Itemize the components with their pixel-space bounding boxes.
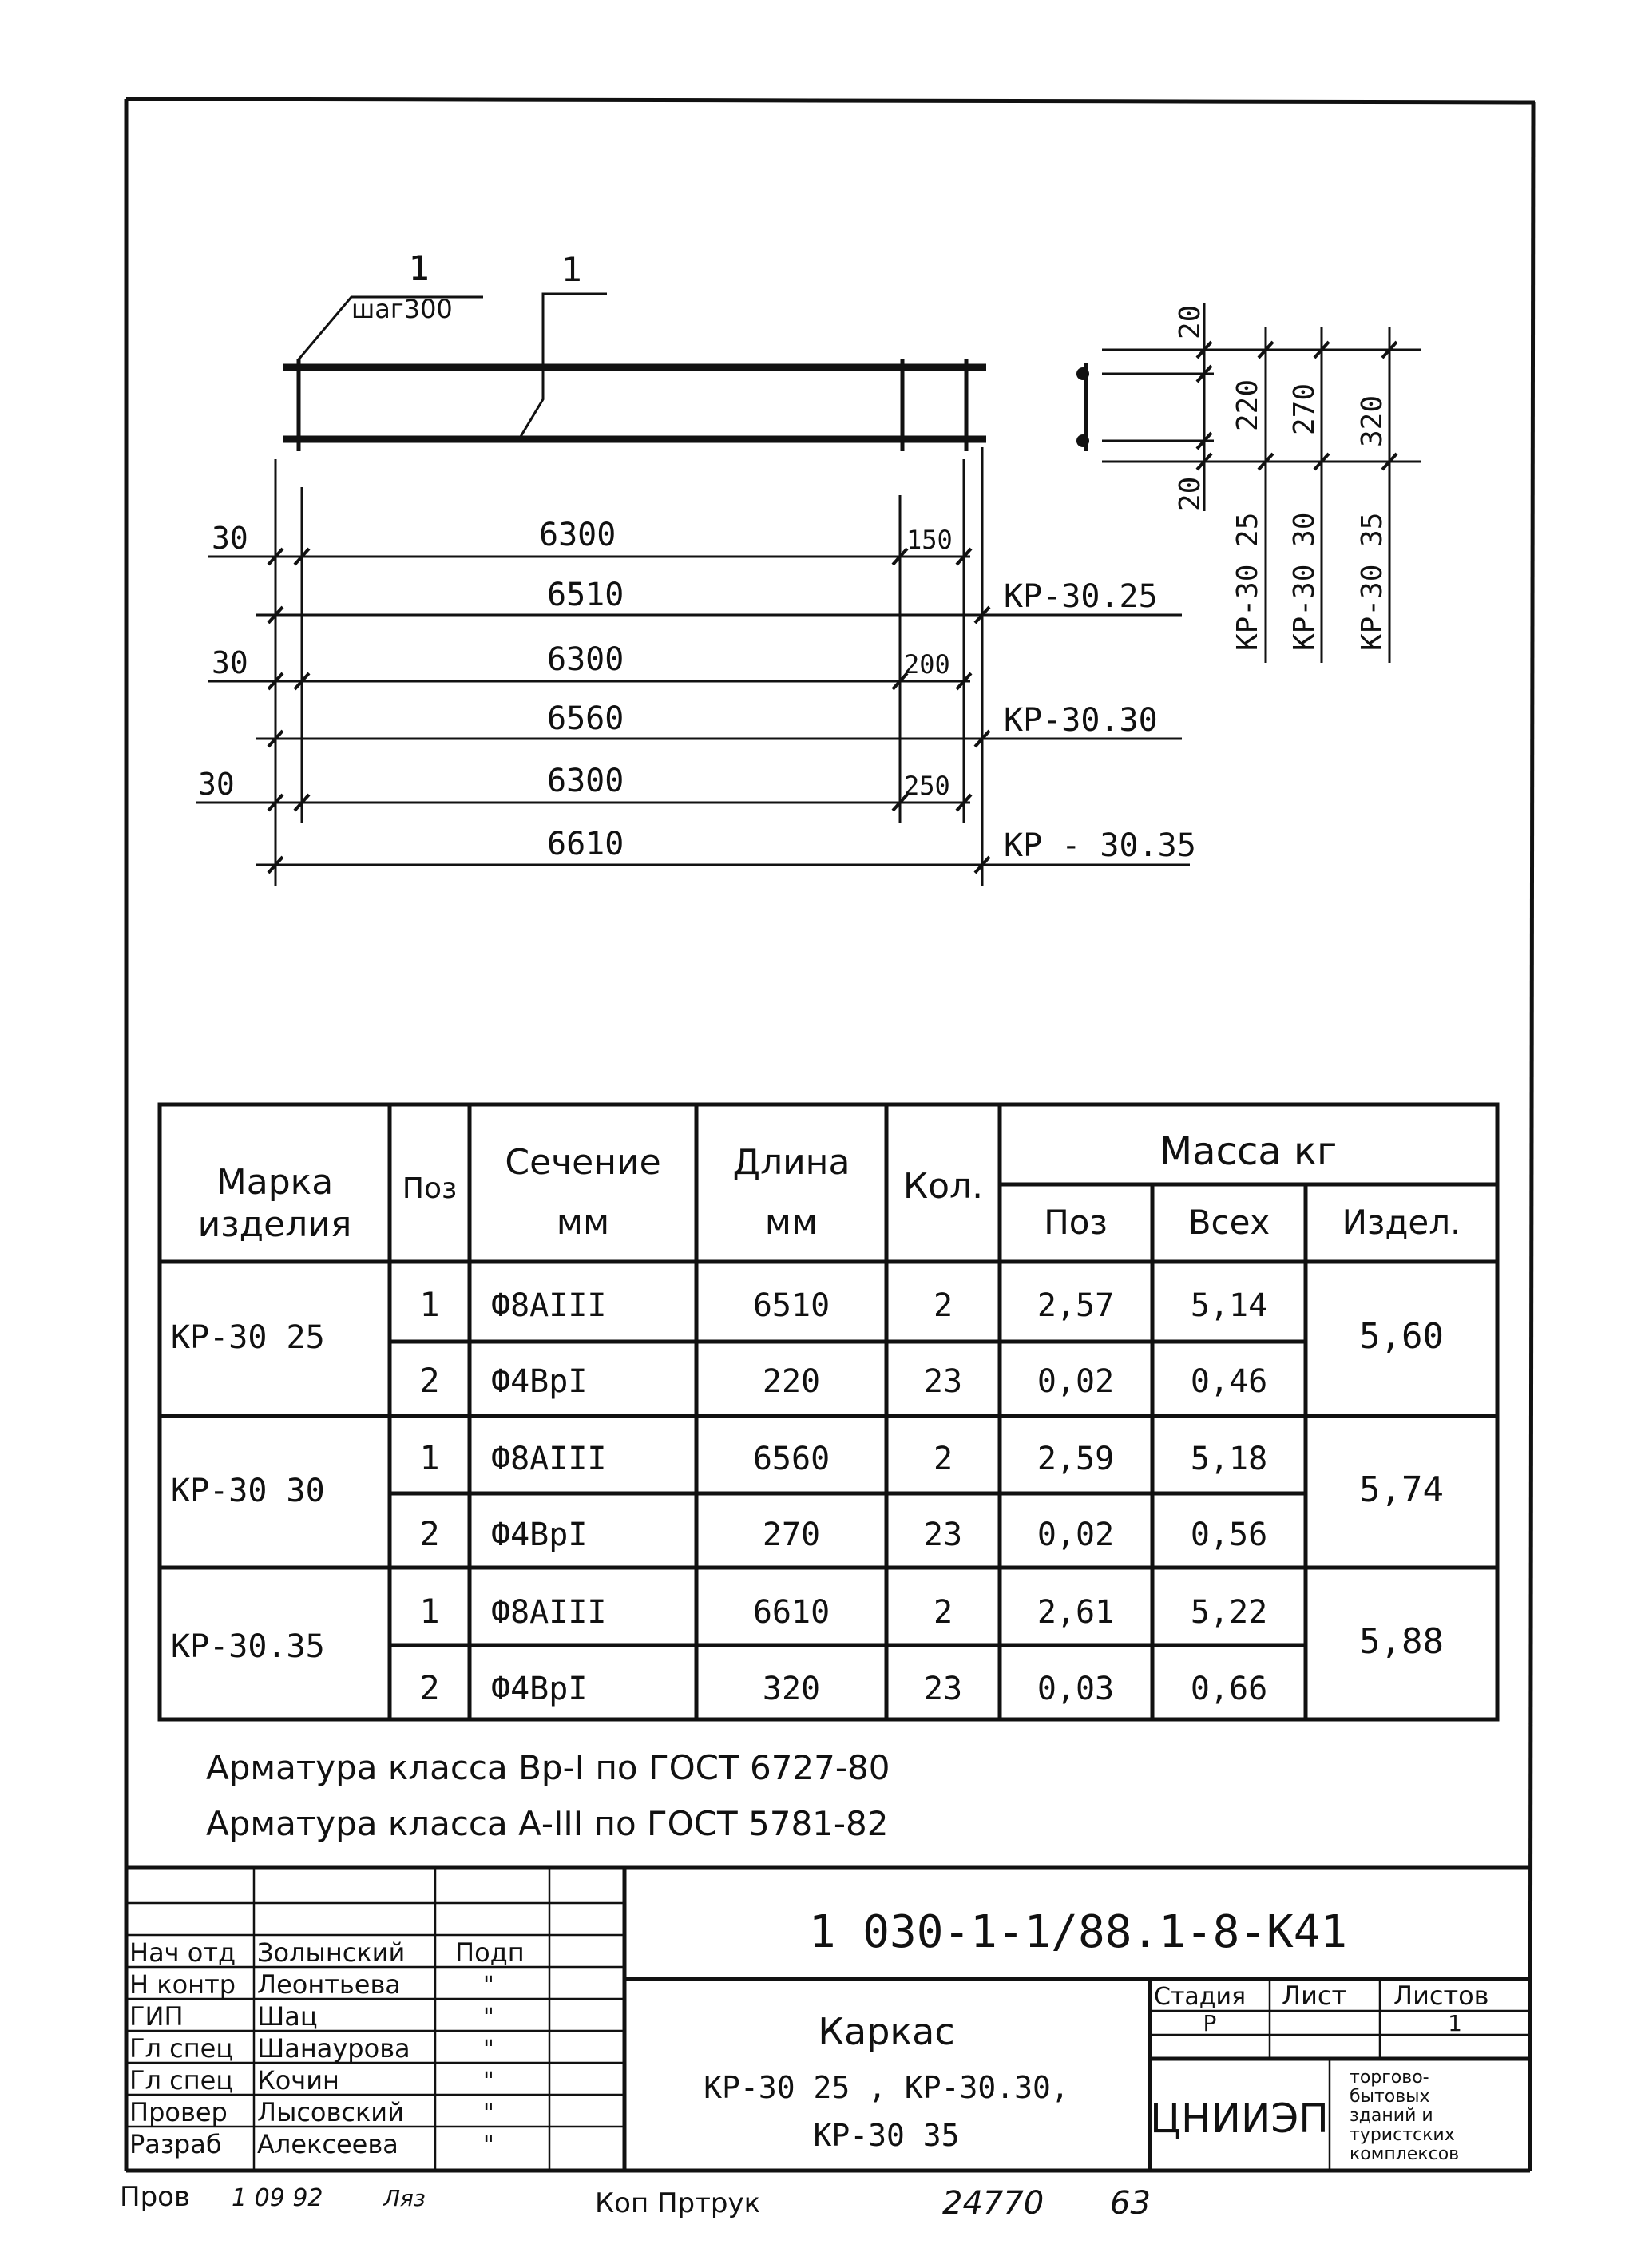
section-mark-2: КР-30 30 (1288, 512, 1321, 651)
footer-signature: Ляз (383, 2185, 426, 2211)
dim-offset-2: 30 (212, 645, 248, 680)
footer-prov: Пров (120, 2181, 190, 2213)
org-desc-line: комплексов (1350, 2144, 1460, 2164)
cell-section: Ф8АIII (491, 1287, 607, 1324)
callout-position-1: 1 (409, 248, 430, 287)
title-word: Каркас (818, 2010, 955, 2053)
group-mark: КР-30.35 (171, 1628, 325, 1665)
table-row (419, 1361, 1267, 1400)
table-row (419, 1438, 1267, 1477)
cell-mass-all: 5,18 (1190, 1441, 1268, 1477)
section-bottom-cover: 20 (1174, 476, 1207, 511)
note-2: Арматура класса А-III по ГОСТ 5781-82 (206, 1804, 889, 1843)
table-group (171, 1438, 1444, 1553)
cell-section: Ф8АIII (491, 1441, 607, 1477)
sheets-value: 1 (1448, 2010, 1462, 2036)
signer-name: Шац (257, 2001, 318, 2032)
cell-section: Ф8АIII (491, 1594, 607, 1631)
cell-length: 220 (762, 1363, 821, 1400)
cell-pos: 2 (419, 1668, 440, 1707)
cell-qty: 23 (923, 1363, 963, 1400)
stage-value: Р (1203, 2010, 1217, 2036)
signer-name: Леонтьева (257, 1969, 401, 2000)
footer-date: 1 09 92 (232, 2184, 323, 2212)
title-line3: КР-30 35 (813, 2118, 960, 2153)
dim-total-1: 6510 (547, 577, 624, 613)
org-desc-line: зданий и (1350, 2106, 1433, 2126)
spec-table (160, 1104, 1497, 1719)
dim-tail-1: 150 (906, 525, 953, 555)
cell-length: 6560 (752, 1441, 830, 1477)
org-name: ЦНИИЭП (1150, 2096, 1329, 2142)
cell-qty: 23 (923, 1671, 963, 1707)
dimension-labels (198, 517, 1196, 864)
section-mark-1: КР-30 25 (1231, 512, 1264, 651)
table-row (419, 1514, 1267, 1553)
cell-section: Ф4ВрI (491, 1517, 588, 1553)
signer-name: Золынский (257, 1937, 406, 1968)
header-mass-item: Издел. (1342, 1203, 1461, 1242)
signer-name: Кочин (257, 2065, 339, 2096)
signer-role: ГИП (129, 2001, 184, 2032)
signer-role: Гл спец (129, 2033, 234, 2064)
section-height-2: 270 (1288, 383, 1321, 435)
table-row (419, 1285, 1267, 1324)
notes (206, 1748, 890, 1843)
signer-role: Гл спец (129, 2065, 234, 2096)
group-item-mass: 5,74 (1359, 1469, 1444, 1510)
header-length-line2: мм (764, 1202, 819, 1243)
callout-position-1b: 1 (561, 250, 583, 289)
mark-label-2: КР-30.30 (1004, 702, 1158, 739)
dim-offset-3: 30 (198, 767, 235, 802)
section-height-1: 220 (1231, 379, 1264, 431)
bar-dot-bottom (1076, 434, 1089, 447)
doc-code: 1 030-1-1/88.1-8-К41 (808, 1906, 1348, 1958)
cell-mass-all: 0,46 (1190, 1363, 1268, 1400)
bar-dot-top (1076, 367, 1089, 380)
cell-qty: 2 (933, 1441, 953, 1477)
header-section-line1: Сечение (505, 1142, 661, 1183)
cell-mass-all: 5,22 (1190, 1594, 1268, 1631)
header-qty: Кол. (902, 1166, 984, 1207)
table-header (198, 1129, 1461, 1245)
cell-mass-pos: 0,02 (1037, 1517, 1115, 1553)
section-top-cover: 20 (1174, 304, 1207, 339)
header-mass-all: Всех (1187, 1203, 1270, 1242)
signer-role: Нач отд (129, 1937, 236, 1968)
table-row (419, 1592, 1267, 1631)
frame-elevation (283, 248, 986, 451)
cell-mass-pos: 0,03 (1037, 1671, 1115, 1707)
header-section-line2: мм (556, 1202, 610, 1243)
section-height-3: 320 (1356, 395, 1389, 447)
dim-tail-3: 250 (904, 771, 950, 801)
header-pos: Поз (402, 1172, 458, 1205)
cell-pos: 2 (419, 1514, 440, 1553)
header-mass-pos: Поз (1044, 1203, 1108, 1242)
group-item-mass: 5,60 (1359, 1316, 1444, 1357)
title-block (126, 1867, 1530, 2171)
sheets-header: Листов (1393, 1981, 1489, 2011)
cell-mass-all: 5,14 (1190, 1287, 1268, 1324)
cell-section: Ф4ВрI (491, 1363, 588, 1400)
cell-qty: 2 (933, 1287, 953, 1324)
cell-mass-pos: 2,59 (1037, 1441, 1115, 1477)
stage-header: Стадия (1154, 1983, 1247, 2011)
footer-stamps (120, 2181, 1151, 2222)
cell-mass-all: 0,56 (1190, 1517, 1268, 1553)
dimension-chains (196, 447, 1190, 886)
callout-step: шаг300 (351, 294, 453, 324)
header-length-line1: Длина (732, 1142, 850, 1183)
mark-label-1: КР-30.25 (1004, 578, 1158, 615)
cell-mass-pos: 2,61 (1037, 1594, 1115, 1631)
signer-sign: " (483, 2004, 494, 2032)
signer-role: Разраб (129, 2129, 222, 2159)
signer-sign: " (483, 2099, 494, 2127)
footer-inventory-number: 24770 (942, 2185, 1044, 2222)
title-line2: КР-30 25 , КР-30.30, (704, 2070, 1069, 2105)
group-mark: КР-30 30 (171, 1473, 325, 1509)
signer-name: Алексеева (257, 2129, 398, 2159)
cell-mass-all: 0,66 (1190, 1671, 1268, 1707)
group-item-mass: 5,88 (1359, 1621, 1444, 1662)
dim-total-2: 6560 (547, 700, 624, 737)
cell-length: 270 (762, 1517, 821, 1553)
cell-pos: 1 (419, 1285, 440, 1324)
dim-main-3: 6300 (547, 763, 624, 799)
group-mark: КР-30 25 (171, 1319, 325, 1356)
cell-pos: 2 (419, 1361, 440, 1400)
header-mark-line1: Марка (216, 1162, 334, 1203)
signer-name: Лысовский (257, 2097, 404, 2127)
cell-mass-pos: 2,57 (1037, 1287, 1115, 1324)
signer-role: Провер (129, 2097, 228, 2127)
footer-copied: Коп Пртрук (595, 2187, 761, 2219)
cell-pos: 1 (419, 1438, 440, 1477)
cell-mass-pos: 0,02 (1037, 1363, 1115, 1400)
org-desc-line: бытовых (1350, 2087, 1430, 2107)
signer-sign: " (483, 2131, 494, 2159)
dim-main-2: 6300 (547, 641, 624, 678)
cell-pos: 1 (419, 1592, 440, 1631)
dim-main-1: 6300 (539, 517, 616, 553)
table-row (419, 1668, 1267, 1707)
header-mark-line2: изделия (197, 1204, 352, 1245)
cell-qty: 23 (923, 1517, 963, 1553)
mark-label-3: КР - 30.35 (1004, 827, 1196, 864)
footer-page-number: 63 (1110, 2185, 1151, 2222)
cell-section: Ф4ВрI (491, 1671, 588, 1707)
note-1: Арматура класса Вр-I по ГОСТ 6727-80 (206, 1748, 890, 1787)
cell-qty: 2 (933, 1594, 953, 1631)
signer-sign: " (483, 2068, 494, 2096)
cell-length: 6510 (752, 1287, 830, 1324)
signer-sign: Подп (455, 1937, 525, 1968)
signer-sign: " (483, 1972, 494, 2000)
cell-length: 6610 (752, 1594, 830, 1631)
section-mark-3: КР-30 35 (1356, 512, 1389, 651)
header-mass: Масса кг (1159, 1129, 1338, 1174)
signer-sign: " (483, 2036, 494, 2064)
table-group (171, 1592, 1444, 1707)
signer-role: Н контр (129, 1969, 236, 2000)
dim-total-3: 6610 (547, 826, 624, 862)
org-desc-line: туристских (1350, 2125, 1455, 2145)
dim-tail-2: 200 (904, 649, 950, 680)
cell-length: 320 (762, 1671, 821, 1707)
dim-offset-1: 30 (212, 521, 248, 556)
org-desc-line: торгово- (1350, 2068, 1429, 2088)
sheet-header: Лист (1282, 1981, 1347, 2011)
signer-name: Шанаурова (257, 2033, 410, 2064)
